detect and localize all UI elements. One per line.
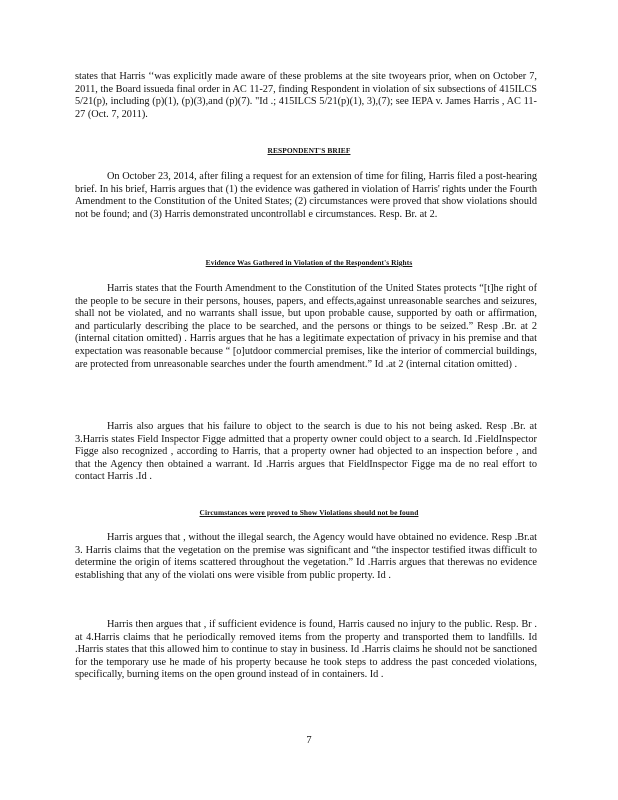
heading-respondents-brief-text: RESPONDENT'S BRIEF xyxy=(267,146,351,155)
paragraph-brief: On October 23, 2014, after filing a request for an extension of time for filing, Harris filed a post-hearing brief. In his brief, Harris argues that (1) the evidence was gathered in violation of Harris' rights under the Fourth Amendment to the Constitution of the United States; (2) circumstances were proved that show violations should not be found; and (3) Harris demonstrated uncontrollabl e circumstances. Resp. Br. at 2. xyxy=(75,171,537,220)
page-number: 7 xyxy=(306,735,312,746)
paragraph-fourth-amendment: Harris states that the Fourth Amendment to the Constitution of the United States protects “[t]he right of the people to be secure in their persons, houses, papers, and effects,against unreasonable searches and seizures, shall not be violated, and no warrants shall issue, but upon probable cause, supported by oath or affirmation, and particularly describing the place to be searched, and the persons or things to be seized.” Resp .Br. at 2 (internal citation omitted) . Harris argues that he has a legitimate expectation of privacy in his premise and that expectation was reasonable because “ [o]utdoor commercial premises, like the interior of commercial buildings, are protected from unreasonable searches under the fourth amendment.” Id .at 2 (internal citation omitted) . xyxy=(75,283,537,370)
heading-circumstances-text: Circumstances were proved to Show Violations should not be found xyxy=(199,508,419,517)
heading-circumstances xyxy=(0,508,618,517)
paragraph-intro: states that Harris ‘‘was explicitly made aware of these problems at the site twoyears prior, when on October 7, 2011, the Board issueda final order in AC 11-27, finding Respondent in violation of six subsections of 415ILCS 5/21(p), including (p)(1), (p)(3),and (p)(7). "Id .; 415ILCS 5/21(p)(1), 3),(7); see IEPA v. James Harris , AC 11-27 (Oct. 7, 2011). xyxy=(75,71,537,120)
paragraph-vegetation: Harris argues that , without the illegal search, the Agency would have obtained no evidence. Resp .Br.at 3. Harris claims that the vegetation on the premise was significant and “the inspector testified itwas difficult to determine the origin of items scattered throughout the vegetation.” Id .Harris argues that therewas no evidence establishing that any of the violati ons were visible from public property. Id . xyxy=(75,532,537,581)
heading-respondents-brief xyxy=(0,146,618,155)
heading-evidence-gathered xyxy=(0,258,618,267)
paragraph-no-injury: Harris then argues that , if sufficient evidence is found, Harris caused no injury to the public. Resp. Br . at 4.Harris claims that he periodically removed items from the property and transported them to landfills. Id .Harris states that this allowed him to continue to stay in business. Id .Harris claims he should not be sanctioned for the temporary use he made of his property because he took steps to address the past conceded violations, specifically, burning items on the open ground instead of in containers. Id . xyxy=(75,619,537,681)
heading-evidence-gathered-text: Evidence Was Gathered in Violation of the Respondent's Rights xyxy=(205,258,413,267)
paragraph-failure-to-object: Harris also argues that his failure to object to the search is due to his not being asked. Resp .Br. at 3.Harris states Field Inspector Figge admitted that a property owner could object to a search. Id .FieldInspector Figge also recognized , according to Harris, that a property owner had objected to an inspection before , and that the Agency then obtained a warrant. Id .Harris argues that FieldInspector Figge ma de no real effort to contact Harris .Id . xyxy=(75,421,537,483)
